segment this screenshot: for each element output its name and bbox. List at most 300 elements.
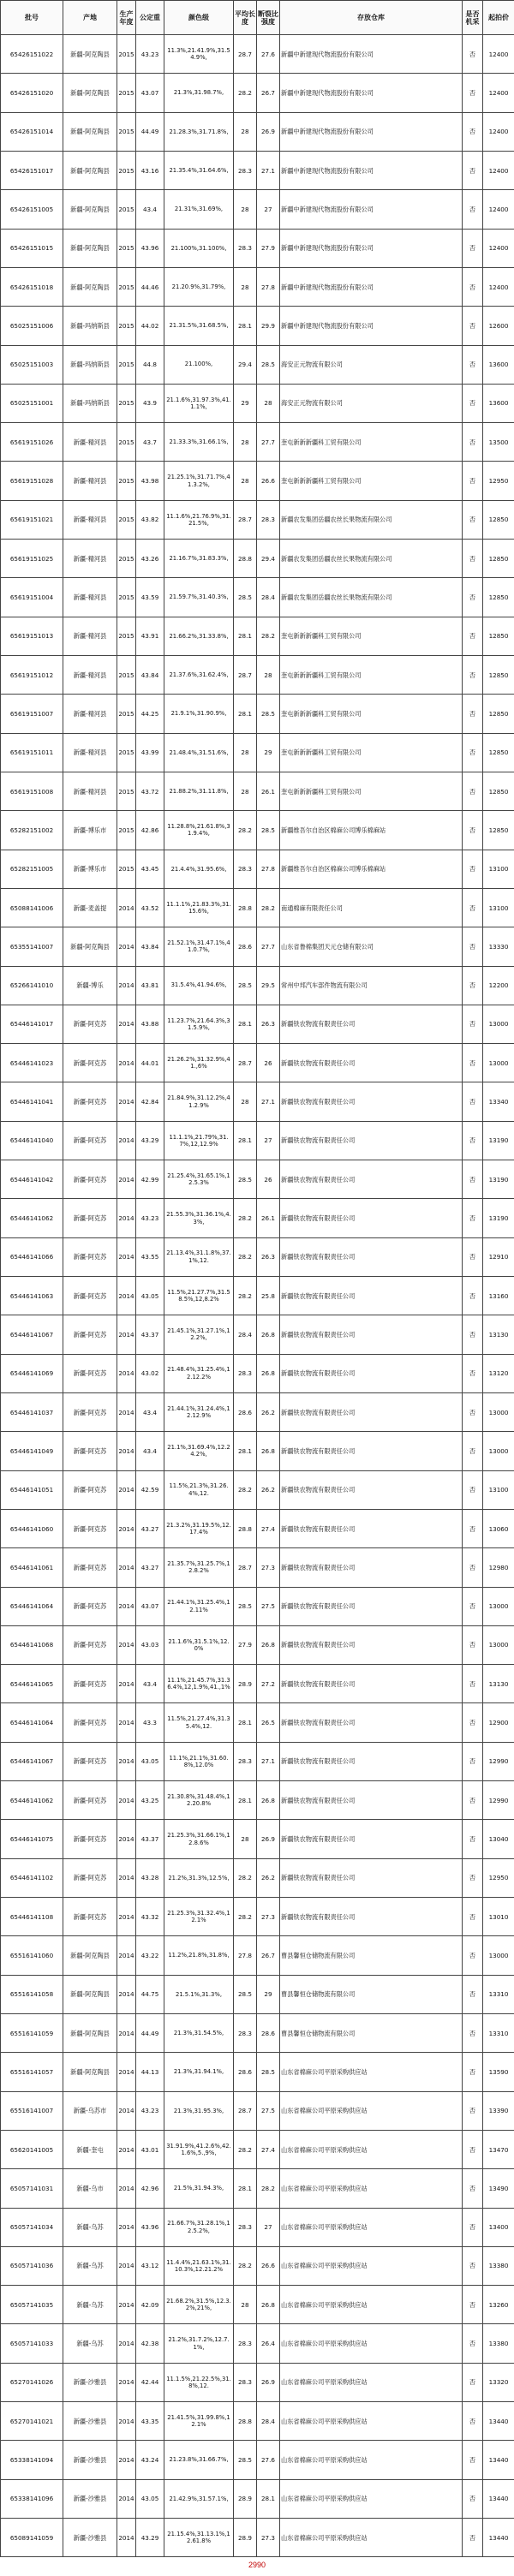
cell-machine-picked: 否 xyxy=(463,966,483,1005)
cell-lot-number: 65446141061 xyxy=(1,1548,63,1587)
cell-starting-price: 13590 xyxy=(483,2053,514,2091)
cell-avg-length: 28.3 xyxy=(234,1742,257,1780)
table-row xyxy=(1,1703,514,1742)
cell-starting-price: 12400 xyxy=(483,267,514,306)
cell-origin: 新疆-乌苏 xyxy=(63,2286,117,2324)
cell-color-grade: 21.31.5%,31.68.5%, xyxy=(164,307,234,345)
table-row xyxy=(1,190,514,229)
cell-strength: 28.5 xyxy=(257,695,280,733)
table-row xyxy=(1,1781,514,1820)
cell-strength: 27.6 xyxy=(257,2441,280,2479)
cell-avg-length: 28 xyxy=(234,112,257,151)
header-warehouse: 存放仓库 xyxy=(280,1,463,35)
cell-warehouse: 新疆中新建现代物流股份有限公司 xyxy=(280,112,463,151)
table-row xyxy=(1,1858,514,1897)
cell-production-year: 2014 xyxy=(117,1470,136,1509)
cell-machine-picked: 否 xyxy=(463,695,483,733)
table-row xyxy=(1,1160,514,1199)
cell-starting-price: 13000 xyxy=(483,1936,514,1975)
cell-avg-length: 28.7 xyxy=(234,656,257,695)
cell-origin: 新疆-精河县 xyxy=(63,540,117,578)
cell-warehouse: 新疆铁农物流有限责任公司 xyxy=(280,1005,463,1043)
cell-avg-length: 28.6 xyxy=(234,2053,257,2091)
cell-color-grade: 21.25.4%,31.65.1%,12.5.3% xyxy=(164,1160,234,1199)
cell-origin: 新疆-阿克苏 xyxy=(63,1703,117,1742)
cell-machine-picked: 否 xyxy=(463,229,483,267)
cell-avg-length: 28.8 xyxy=(234,540,257,578)
cell-starting-price: 13440 xyxy=(483,2519,514,2557)
cell-lot-number: 65446141042 xyxy=(1,1160,63,1199)
table-row xyxy=(1,733,514,772)
cell-avg-length: 27.9 xyxy=(234,1625,257,1664)
cell-origin: 新疆-阿克陶县 xyxy=(63,2053,117,2091)
cell-strength: 27.5 xyxy=(257,2091,280,2130)
cell-production-year: 2014 xyxy=(117,1936,136,1975)
cell-strength: 26.8 xyxy=(257,1354,280,1392)
table-body xyxy=(1,35,514,2557)
cell-avg-length: 28.1 xyxy=(234,617,257,655)
cell-public-weight: 43.91 xyxy=(136,617,164,655)
cell-origin: 新疆-阿克苏 xyxy=(63,1509,117,1547)
cell-production-year: 2014 xyxy=(117,1121,136,1160)
cell-strength: 26.5 xyxy=(257,1703,280,1742)
cell-avg-length: 28.3 xyxy=(234,2013,257,2052)
cell-strength: 26.4 xyxy=(257,2324,280,2363)
cell-strength: 26.8 xyxy=(257,1432,280,1470)
cell-production-year: 2014 xyxy=(117,2363,136,2401)
cell-origin: 新疆-阿克陶县 xyxy=(63,74,117,112)
cell-starting-price: 13130 xyxy=(483,1315,514,1354)
cell-warehouse: 海安正元物流有限公司 xyxy=(280,384,463,422)
cell-color-grade: 21.68.2%,31.5%,12.3.2%,21%, xyxy=(164,2286,234,2324)
cell-public-weight: 43.05 xyxy=(136,2479,164,2518)
cell-origin: 新疆-阿克陶县 xyxy=(63,229,117,267)
cell-starting-price: 13190 xyxy=(483,1199,514,1237)
cell-origin: 新疆-乌苏 xyxy=(63,2324,117,2363)
cell-warehouse: 新疆中新建现代物流股份有限公司 xyxy=(280,35,463,74)
cell-lot-number: 65446141062 xyxy=(1,1781,63,1820)
cell-origin: 新疆-博乐 xyxy=(63,966,117,1005)
cell-strength: 27.1 xyxy=(257,1082,280,1121)
cell-lot-number: 65446141062 xyxy=(1,1199,63,1237)
cell-machine-picked: 否 xyxy=(463,617,483,655)
cell-warehouse: 曹县馨恒仓储物流有限公司 xyxy=(280,1975,463,2013)
cell-strength: 26.7 xyxy=(257,1936,280,1975)
cell-origin: 新疆-阿克苏 xyxy=(63,1082,117,1121)
cell-color-grade: 11.28.8%,21.61.8%,31.9.4%, xyxy=(164,811,234,850)
cell-strength: 29.9 xyxy=(257,307,280,345)
cell-avg-length: 28.9 xyxy=(234,2519,257,2557)
cell-lot-number: 65057141033 xyxy=(1,2324,63,2363)
cell-public-weight: 44.8 xyxy=(136,345,164,384)
cell-color-grade: 11.1%,21.1%,31.60.8%,12.0% xyxy=(164,1742,234,1780)
cell-production-year: 2015 xyxy=(117,540,136,578)
cell-warehouse: 新疆维吾尔自治区棉麻公司博乐棉麻站 xyxy=(280,811,463,850)
cell-warehouse: 新疆中新建现代物流股份有限公司 xyxy=(280,190,463,229)
cell-lot-number: 65270141021 xyxy=(1,2402,63,2441)
cell-starting-price: 12400 xyxy=(483,112,514,151)
cell-public-weight: 43.81 xyxy=(136,966,164,1005)
cell-production-year: 2014 xyxy=(117,1858,136,1897)
cell-production-year: 2014 xyxy=(117,2013,136,2052)
cell-warehouse: 新疆铁农物流有限责任公司 xyxy=(280,1703,463,1742)
cell-strength: 26.8 xyxy=(257,1625,280,1664)
cell-color-grade: 21.2%,31.7.2%,12.7.1%, xyxy=(164,2324,234,2363)
cell-starting-price: 13440 xyxy=(483,2441,514,2479)
cell-strength: 28.1 xyxy=(257,2479,280,2518)
table-row xyxy=(1,2013,514,2052)
cell-lot-number: 65446141049 xyxy=(1,1432,63,1470)
cell-production-year: 2014 xyxy=(117,2053,136,2091)
cell-color-grade: 21.42.9%,31.57.1%, xyxy=(164,2479,234,2518)
cell-avg-length: 28.7 xyxy=(234,1548,257,1587)
cell-origin: 新疆-玛纳斯县 xyxy=(63,384,117,422)
cell-starting-price: 12400 xyxy=(483,190,514,229)
cell-origin: 新疆-玛纳斯县 xyxy=(63,307,117,345)
header-public-weight: 公定重 xyxy=(136,1,164,35)
cell-warehouse: 新疆铁农物流有限责任公司 xyxy=(280,1820,463,1858)
cell-avg-length: 28.7 xyxy=(234,1044,257,1082)
cell-warehouse: 曹县馨恒仓储物流有限公司 xyxy=(280,1936,463,1975)
cell-avg-length: 28.3 xyxy=(234,229,257,267)
cell-avg-length: 29 xyxy=(234,384,257,422)
cell-production-year: 2014 xyxy=(117,1625,136,1664)
cell-public-weight: 43.07 xyxy=(136,74,164,112)
table-row xyxy=(1,2208,514,2246)
cell-lot-number: 65282151002 xyxy=(1,811,63,850)
cell-machine-picked: 否 xyxy=(463,1005,483,1043)
cell-strength: 28.3 xyxy=(257,500,280,539)
cell-lot-number: 65025151006 xyxy=(1,307,63,345)
cell-warehouse: 新疆铁农物流有限责任公司 xyxy=(280,1237,463,1276)
cell-public-weight: 43.12 xyxy=(136,2246,164,2285)
cell-starting-price: 13600 xyxy=(483,384,514,422)
cell-strength: 27.4 xyxy=(257,1509,280,1547)
cell-origin: 新疆-沙雅县 xyxy=(63,2363,117,2401)
cell-avg-length: 28.3 xyxy=(234,2208,257,2246)
cell-production-year: 2014 xyxy=(117,1742,136,1780)
table-row xyxy=(1,112,514,151)
cell-production-year: 2014 xyxy=(117,1898,136,1936)
cell-strength: 26.8 xyxy=(257,1315,280,1354)
cell-machine-picked: 否 xyxy=(463,1587,483,1625)
cell-avg-length: 28.1 xyxy=(234,1432,257,1470)
cell-starting-price: 12400 xyxy=(483,35,514,74)
cell-strength: 27.3 xyxy=(257,1548,280,1587)
table-row xyxy=(1,2519,514,2557)
cell-machine-picked: 否 xyxy=(463,656,483,695)
table-row xyxy=(1,2286,514,2324)
cell-machine-picked: 否 xyxy=(463,1392,483,1431)
cell-production-year: 2015 xyxy=(117,656,136,695)
cell-color-grade: 21.3%,31.94.1%, xyxy=(164,2053,234,2091)
cell-production-year: 2015 xyxy=(117,74,136,112)
cell-avg-length: 28.5 xyxy=(234,1160,257,1199)
cell-avg-length: 28 xyxy=(234,733,257,772)
cell-lot-number: 65266141010 xyxy=(1,966,63,1005)
cell-warehouse: 新疆铁农物流有限责任公司 xyxy=(280,1548,463,1587)
cell-strength: 27.4 xyxy=(257,2130,280,2168)
cell-avg-length: 28.2 xyxy=(234,1277,257,1315)
cell-color-grade: 21.44.1%,31.24.4%,12.12.9% xyxy=(164,1392,234,1431)
cell-production-year: 2015 xyxy=(117,423,136,462)
cell-strength: 26.9 xyxy=(257,112,280,151)
cell-strength: 28.2 xyxy=(257,617,280,655)
cell-public-weight: 43.84 xyxy=(136,927,164,966)
cell-public-weight: 43.88 xyxy=(136,1005,164,1043)
cell-avg-length: 28.2 xyxy=(234,74,257,112)
cell-machine-picked: 否 xyxy=(463,1121,483,1160)
cell-production-year: 2015 xyxy=(117,35,136,74)
cell-production-year: 2015 xyxy=(117,112,136,151)
table-row xyxy=(1,2363,514,2401)
cell-public-weight: 43.23 xyxy=(136,2091,164,2130)
cell-production-year: 2014 xyxy=(117,2402,136,2441)
cell-production-year: 2014 xyxy=(117,1044,136,1082)
cell-machine-picked: 否 xyxy=(463,2324,483,2363)
cell-machine-picked: 否 xyxy=(463,35,483,74)
cell-origin: 新疆-沙雅县 xyxy=(63,2441,117,2479)
cell-starting-price: 13310 xyxy=(483,1975,514,2013)
cell-machine-picked: 否 xyxy=(463,2441,483,2479)
cell-public-weight: 44.01 xyxy=(136,1044,164,1082)
cell-public-weight: 43.4 xyxy=(136,1392,164,1431)
cell-avg-length: 28 xyxy=(234,772,257,810)
cell-warehouse: 新疆中新建现代物流股份有限公司 xyxy=(280,151,463,189)
cell-starting-price: 13100 xyxy=(483,850,514,888)
cell-color-grade: 21.30.8%,31.48.4%,12.20.8% xyxy=(164,1781,234,1820)
cell-strength: 27.3 xyxy=(257,1898,280,1936)
cell-strength: 27.7 xyxy=(257,423,280,462)
table-row xyxy=(1,35,514,74)
cell-origin: 新疆-阿克苏 xyxy=(63,1392,117,1431)
cell-starting-price: 12910 xyxy=(483,1237,514,1276)
cell-warehouse: 奎屯新新新疆科工贸有限公司 xyxy=(280,695,463,733)
cell-starting-price: 12600 xyxy=(483,307,514,345)
cell-color-grade: 21.45.1%,31.27.1%,12.2%, xyxy=(164,1315,234,1354)
cell-color-grade: 21.44.1%,31.25.4%,12.11% xyxy=(164,1587,234,1625)
cell-machine-picked: 否 xyxy=(463,1354,483,1392)
cell-production-year: 2015 xyxy=(117,772,136,810)
cell-starting-price: 13000 xyxy=(483,1587,514,1625)
cell-origin: 新疆-阿克陶县 xyxy=(63,35,117,74)
cell-strength: 29 xyxy=(257,1975,280,2013)
cell-machine-picked: 否 xyxy=(463,112,483,151)
cell-machine-picked: 否 xyxy=(463,733,483,772)
cell-origin: 新疆-阿克苏 xyxy=(63,1820,117,1858)
table-row xyxy=(1,966,514,1005)
cell-production-year: 2015 xyxy=(117,850,136,888)
cell-starting-price: 13000 xyxy=(483,1005,514,1043)
table-row xyxy=(1,927,514,966)
cell-public-weight: 43.37 xyxy=(136,1820,164,1858)
cell-color-grade: 31.91.9%,41.2.6%,42.1.6%,5.,9%, xyxy=(164,2130,234,2168)
cell-strength: 26.1 xyxy=(257,772,280,810)
cell-color-grade: 21.84.9%,31.12.2%,41.2.9% xyxy=(164,1082,234,1121)
cell-production-year: 2014 xyxy=(117,1665,136,1703)
cell-machine-picked: 否 xyxy=(463,151,483,189)
cell-warehouse: 海安正元物流有限公司 xyxy=(280,345,463,384)
cell-starting-price: 13040 xyxy=(483,1820,514,1858)
table-row xyxy=(1,695,514,733)
cell-origin: 新疆-麦盖提 xyxy=(63,888,117,927)
table-row xyxy=(1,2246,514,2285)
cell-avg-length: 28.3 xyxy=(234,1354,257,1392)
table-row xyxy=(1,1082,514,1121)
cell-strength: 27.5 xyxy=(257,1587,280,1625)
cell-public-weight: 43.82 xyxy=(136,500,164,539)
cell-lot-number: 65446141068 xyxy=(1,1625,63,1664)
cell-public-weight: 43.96 xyxy=(136,229,164,267)
cell-starting-price: 13330 xyxy=(483,927,514,966)
cell-public-weight: 42.09 xyxy=(136,2286,164,2324)
cell-lot-number: 65426151014 xyxy=(1,112,63,151)
cell-machine-picked: 否 xyxy=(463,2130,483,2168)
cell-origin: 新疆-阿克陶县 xyxy=(63,151,117,189)
cell-avg-length: 28.1 xyxy=(234,695,257,733)
cell-starting-price: 12400 xyxy=(483,229,514,267)
cell-origin: 新疆-阿克苏 xyxy=(63,1665,117,1703)
cell-avg-length: 28.2 xyxy=(234,811,257,850)
cell-starting-price: 12200 xyxy=(483,966,514,1005)
cell-warehouse: 新疆铁农物流有限责任公司 xyxy=(280,1781,463,1820)
cell-color-grade: 21.26.2%,31.32.9%,41.,6% xyxy=(164,1044,234,1082)
cell-production-year: 2014 xyxy=(117,2246,136,2285)
cell-avg-length: 28.3 xyxy=(234,850,257,888)
cell-color-grade: 11.4.4%,21.63.1%,31.10.3%,12.21.2% xyxy=(164,2246,234,2285)
cell-warehouse: 山东省棉麻公司平原采购供应站 xyxy=(280,2053,463,2091)
cell-avg-length: 28.7 xyxy=(234,2091,257,2130)
cell-strength: 28.2 xyxy=(257,2169,280,2208)
cell-avg-length: 28.1 xyxy=(234,307,257,345)
table-row xyxy=(1,74,514,112)
cell-machine-picked: 否 xyxy=(463,345,483,384)
cell-public-weight: 44.02 xyxy=(136,307,164,345)
cell-strength: 26.3 xyxy=(257,1237,280,1276)
cell-public-weight: 43.29 xyxy=(136,2519,164,2557)
cell-origin: 新疆-精河县 xyxy=(63,578,117,617)
cell-starting-price: 12950 xyxy=(483,1858,514,1897)
cell-production-year: 2014 xyxy=(117,1277,136,1315)
cell-starting-price: 13000 xyxy=(483,1432,514,1470)
cell-machine-picked: 否 xyxy=(463,1820,483,1858)
cell-origin: 新疆-乌苏 xyxy=(63,2208,117,2246)
cell-lot-number: 65516141059 xyxy=(1,2013,63,2052)
cell-strength: 27 xyxy=(257,190,280,229)
cell-warehouse: 新疆中新建现代物流股份有限公司 xyxy=(280,307,463,345)
cell-warehouse: 新疆铁农物流有限责任公司 xyxy=(280,1044,463,1082)
cell-machine-picked: 否 xyxy=(463,2169,483,2208)
cell-avg-length: 28.7 xyxy=(234,35,257,74)
cell-lot-number: 65619151011 xyxy=(1,733,63,772)
cell-warehouse: 山东省棉麻公司平原采购供应站 xyxy=(280,2169,463,2208)
cell-production-year: 2014 xyxy=(117,2519,136,2557)
cell-color-grade: 11.1.1%,21.79%,31.7%,12,12.9% xyxy=(164,1121,234,1160)
cell-color-grade: 21.13.4%,31.1.8%,37.1%,12. xyxy=(164,1237,234,1276)
cell-starting-price: 13440 xyxy=(483,2479,514,2518)
cell-machine-picked: 否 xyxy=(463,307,483,345)
cell-avg-length: 28.5 xyxy=(234,1975,257,2013)
cell-color-grade: 21.88.2%,31.11.8%, xyxy=(164,772,234,810)
cell-warehouse: 新疆铁农物流有限责任公司 xyxy=(280,1082,463,1121)
cell-color-grade: 21.59.7%,31.40.3%, xyxy=(164,578,234,617)
cell-starting-price: 12990 xyxy=(483,1781,514,1820)
table-row xyxy=(1,1509,514,1547)
cell-starting-price: 13390 xyxy=(483,2091,514,2130)
cell-machine-picked: 否 xyxy=(463,2363,483,2401)
cell-lot-number: 65516141060 xyxy=(1,1936,63,1975)
cell-lot-number: 65446141067 xyxy=(1,1315,63,1354)
cell-lot-number: 65426151022 xyxy=(1,35,63,74)
cell-strength: 26.9 xyxy=(257,1820,280,1858)
cell-public-weight: 43.32 xyxy=(136,1898,164,1936)
cell-public-weight: 43.55 xyxy=(136,1237,164,1276)
cell-machine-picked: 否 xyxy=(463,772,483,810)
cell-machine-picked: 否 xyxy=(463,423,483,462)
cell-warehouse: 山东省棉麻公司平原采购供应站 xyxy=(280,2091,463,2130)
cell-lot-number: 65446141060 xyxy=(1,1509,63,1547)
cell-public-weight: 42.38 xyxy=(136,2324,164,2363)
cell-warehouse: 奎屯新新新疆科工贸有限公司 xyxy=(280,423,463,462)
cell-warehouse: 山东省棉麻公司平原采购供应站 xyxy=(280,2324,463,2363)
cell-starting-price: 13000 xyxy=(483,1044,514,1082)
cell-origin: 新疆-阿克苏 xyxy=(63,1781,117,1820)
cell-starting-price: 13060 xyxy=(483,1509,514,1547)
table-row xyxy=(1,384,514,422)
table-row xyxy=(1,151,514,189)
cell-production-year: 2015 xyxy=(117,307,136,345)
cell-warehouse: 新疆铁农物流有限责任公司 xyxy=(280,1277,463,1315)
cell-machine-picked: 否 xyxy=(463,1548,483,1587)
cell-production-year: 2015 xyxy=(117,578,136,617)
cell-lot-number: 65089141059 xyxy=(1,2519,63,2557)
table-row xyxy=(1,1898,514,1936)
cell-warehouse: 山东省棉麻公司平原采购供应站 xyxy=(280,2519,463,2557)
cell-production-year: 2015 xyxy=(117,190,136,229)
cell-machine-picked: 否 xyxy=(463,2479,483,2518)
cell-public-weight: 43.52 xyxy=(136,888,164,927)
cell-color-grade: 21.28.3%,31.71.8%, xyxy=(164,112,234,151)
table-row xyxy=(1,850,514,888)
cell-production-year: 2014 xyxy=(117,1392,136,1431)
cell-lot-number: 65446141075 xyxy=(1,1820,63,1858)
cell-strength: 26.6 xyxy=(257,462,280,500)
cell-color-grade: 21.48.4%,31.25.4%,12.12.2% xyxy=(164,1354,234,1392)
cell-avg-length: 28.1 xyxy=(234,1121,257,1160)
cell-strength: 28.5 xyxy=(257,2053,280,2091)
cell-warehouse: 新疆铁农物流有限责任公司 xyxy=(280,1587,463,1625)
cell-origin: 新疆-博乐市 xyxy=(63,811,117,850)
cell-strength: 27.1 xyxy=(257,1742,280,1780)
table-row xyxy=(1,2402,514,2441)
cell-color-grade: 21.9.1%,31.90.9%, xyxy=(164,695,234,733)
cell-public-weight: 42.96 xyxy=(136,2169,164,2208)
cell-lot-number: 65426151018 xyxy=(1,267,63,306)
cell-origin: 新疆-精河县 xyxy=(63,462,117,500)
cell-machine-picked: 否 xyxy=(463,2402,483,2441)
cell-starting-price: 12850 xyxy=(483,733,514,772)
cell-machine-picked: 否 xyxy=(463,1703,483,1742)
cell-public-weight: 43.28 xyxy=(136,1858,164,1897)
cell-starting-price: 13190 xyxy=(483,1121,514,1160)
cell-origin: 新疆-沙雅县 xyxy=(63,2402,117,2441)
cell-machine-picked: 否 xyxy=(463,1277,483,1315)
cell-avg-length: 28.5 xyxy=(234,578,257,617)
cell-color-grade: 21.100%, xyxy=(164,345,234,384)
cell-warehouse: 山东省棉麻公司平原采购供应站 xyxy=(280,2286,463,2324)
cell-origin: 新疆-阿克陶县 xyxy=(63,112,117,151)
cell-avg-length: 28 xyxy=(234,267,257,306)
